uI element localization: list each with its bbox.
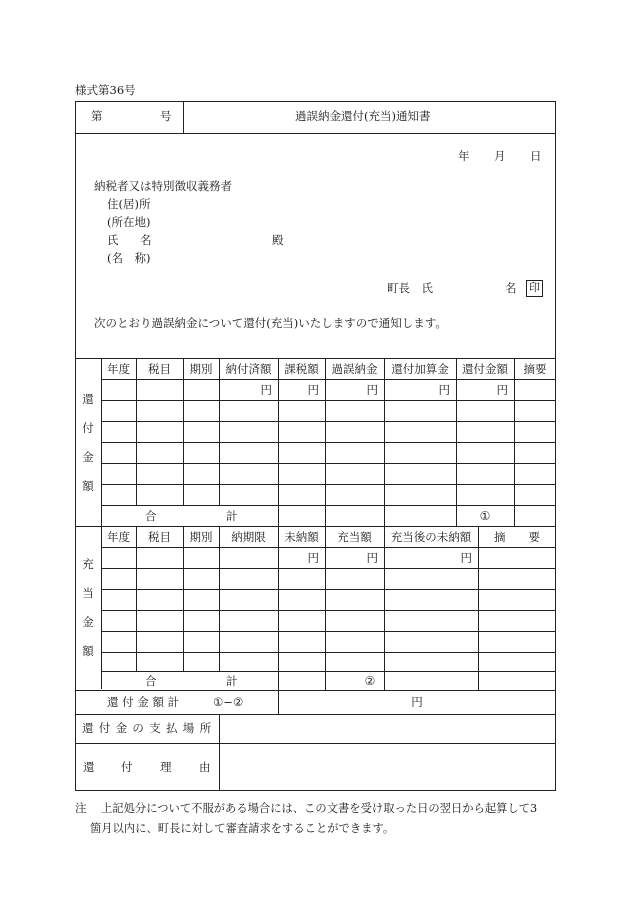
refund-side-char: 還 (82, 392, 94, 406)
appr-col-line (325, 526, 326, 690)
refund-row-line (101, 484, 556, 485)
refund-header-cell: 課税額 (284, 362, 319, 376)
name-alt-label: (名 称) (107, 251, 151, 265)
refund-header-cell: 還付加算金 (391, 362, 449, 376)
appr-header-cell: 摘 要 (494, 530, 540, 544)
seal-mark: 印 (526, 280, 543, 297)
appr-col-line (384, 526, 385, 690)
refund-row-line (101, 505, 556, 506)
refund-total-formula: ①−② (213, 695, 244, 709)
appr-row-line (101, 610, 556, 611)
refund-header-cell: 過誤納金 (331, 362, 378, 376)
appr-unit-cell: 円 (307, 551, 319, 565)
refund-total-bottom-line (75, 714, 556, 715)
appr-row-line (101, 631, 556, 632)
header-go: 号 (160, 109, 172, 123)
footnote-marker: 注 (75, 801, 87, 815)
appr-col-line (478, 526, 479, 690)
appr-side-char: 充 (82, 557, 94, 571)
appr-col-line (183, 526, 184, 671)
refund-col-line (278, 358, 279, 526)
reason-char: 還 (83, 760, 95, 774)
refund-total-label-right: 計 (226, 509, 238, 523)
appr-bottom-line (75, 690, 556, 691)
document-title: 過誤納金還付(充当)通知書 (295, 109, 431, 123)
refund-unit-cell: 円 (496, 383, 508, 397)
taxpayer-label: 納税者又は特別徴収義務者 (94, 179, 232, 193)
appr-total-label-right: 計 (226, 674, 238, 688)
reason-char: 由 (199, 760, 211, 774)
appr-unit-cell: 円 (366, 551, 378, 565)
appr-side-char: 額 (82, 644, 94, 658)
appr-header-cell: 充当後の未納額 (390, 530, 472, 544)
refund-bottom-line (75, 526, 556, 527)
appr-row-line (101, 652, 556, 653)
mayor-title: 町長 氏 (387, 281, 433, 295)
appr-row-line (101, 671, 556, 672)
appr-header-cell: 期別 (189, 530, 213, 544)
refund-col-line (456, 358, 457, 526)
appr-side-char: 金 (82, 615, 94, 629)
refund-row-line (101, 421, 556, 422)
date-year: 年 (458, 149, 470, 163)
refund-total-marker: ① (479, 509, 491, 523)
refund-header-cell: 税目 (148, 362, 171, 376)
appr-header-cell: 充当額 (337, 530, 372, 544)
refund-side-char: 付 (82, 421, 94, 435)
appr-row-line (101, 589, 556, 590)
notice-text: 次のとおり過誤納金について還付(充当)いたしますので通知します。 (94, 316, 447, 330)
refund-header-cell: 還付金額 (462, 362, 508, 376)
refund-total-unit: 円 (411, 695, 423, 709)
mayor-mei: 名 (505, 281, 517, 295)
appr-header-cell: 税目 (148, 530, 171, 544)
appr-header-cell: 未納額 (284, 530, 319, 544)
address-label: 住(居)所 (107, 197, 151, 211)
refund-row-line (101, 463, 556, 464)
header-bottom-line (75, 133, 556, 134)
refund-header-cell: 納付済額 (225, 362, 272, 376)
refund-unit-cell: 円 (366, 383, 378, 397)
tono-label: 殿 (272, 233, 284, 247)
appr-total-marker: ② (364, 674, 376, 688)
reason-char: 理 (160, 760, 172, 774)
refund-col-line (219, 358, 220, 505)
appr-total-label-left: 合 (145, 674, 157, 688)
refund-header-cell: 摘要 (523, 362, 547, 376)
appr-header-cell: 納期限 (231, 530, 266, 544)
appr-unit-cell: 円 (460, 551, 472, 565)
payment-place-label: 還付金の支払場所 (82, 721, 217, 735)
refund-col-line (325, 358, 326, 526)
refund-total-label: 還 付 金 額 計 (107, 695, 180, 709)
refund-unit-cell: 円 (438, 383, 450, 397)
refund-col-line (136, 358, 137, 505)
name-shi-label: 氏 (107, 233, 119, 247)
refund-col-line (384, 358, 385, 526)
label-col-divider (219, 714, 220, 791)
side-label-divider (101, 358, 102, 689)
refund-top-line (75, 358, 556, 359)
footnote-line-1: 上記処分について不服がある場合には、この文書を受け取った日の翌日から起算して3 (101, 802, 538, 815)
refund-header-cell: 期別 (189, 362, 213, 376)
reason-char: 付 (121, 760, 133, 774)
refund-side-char: 額 (82, 479, 94, 493)
appr-col-line (278, 526, 279, 690)
appr-col-line (136, 526, 137, 671)
header-dai: 第 (91, 109, 103, 123)
refund-row-line (101, 379, 556, 380)
appr-side-char: 当 (82, 586, 94, 600)
refund-col-line (514, 358, 515, 526)
appr-row-line (101, 568, 556, 569)
name-mei-label: 名 (140, 233, 152, 247)
date-month: 月 (494, 149, 506, 163)
footnote-line-2: 箇月以内に、町長に対して審査請求をすることができます。 (90, 822, 395, 835)
refund-row-line (101, 442, 556, 443)
refund-side-char: 金 (82, 450, 94, 464)
date-day: 日 (530, 149, 542, 163)
header-divider (183, 101, 184, 133)
appr-row-line (101, 547, 556, 548)
refund-unit-cell: 円 (307, 383, 319, 397)
refund-col-line (183, 358, 184, 505)
form-number: 様式第36号 (75, 83, 136, 97)
refund-row-line (101, 400, 556, 401)
location-label: (所在地) (107, 215, 151, 229)
appr-header-cell: 年度 (107, 530, 130, 544)
refund-unit-cell: 円 (260, 383, 272, 397)
refund-total-label-left: 合 (145, 509, 157, 523)
appr-col-line (219, 526, 220, 671)
refund-header-cell: 年度 (107, 362, 130, 376)
payment-place-bottom-line (75, 743, 556, 744)
